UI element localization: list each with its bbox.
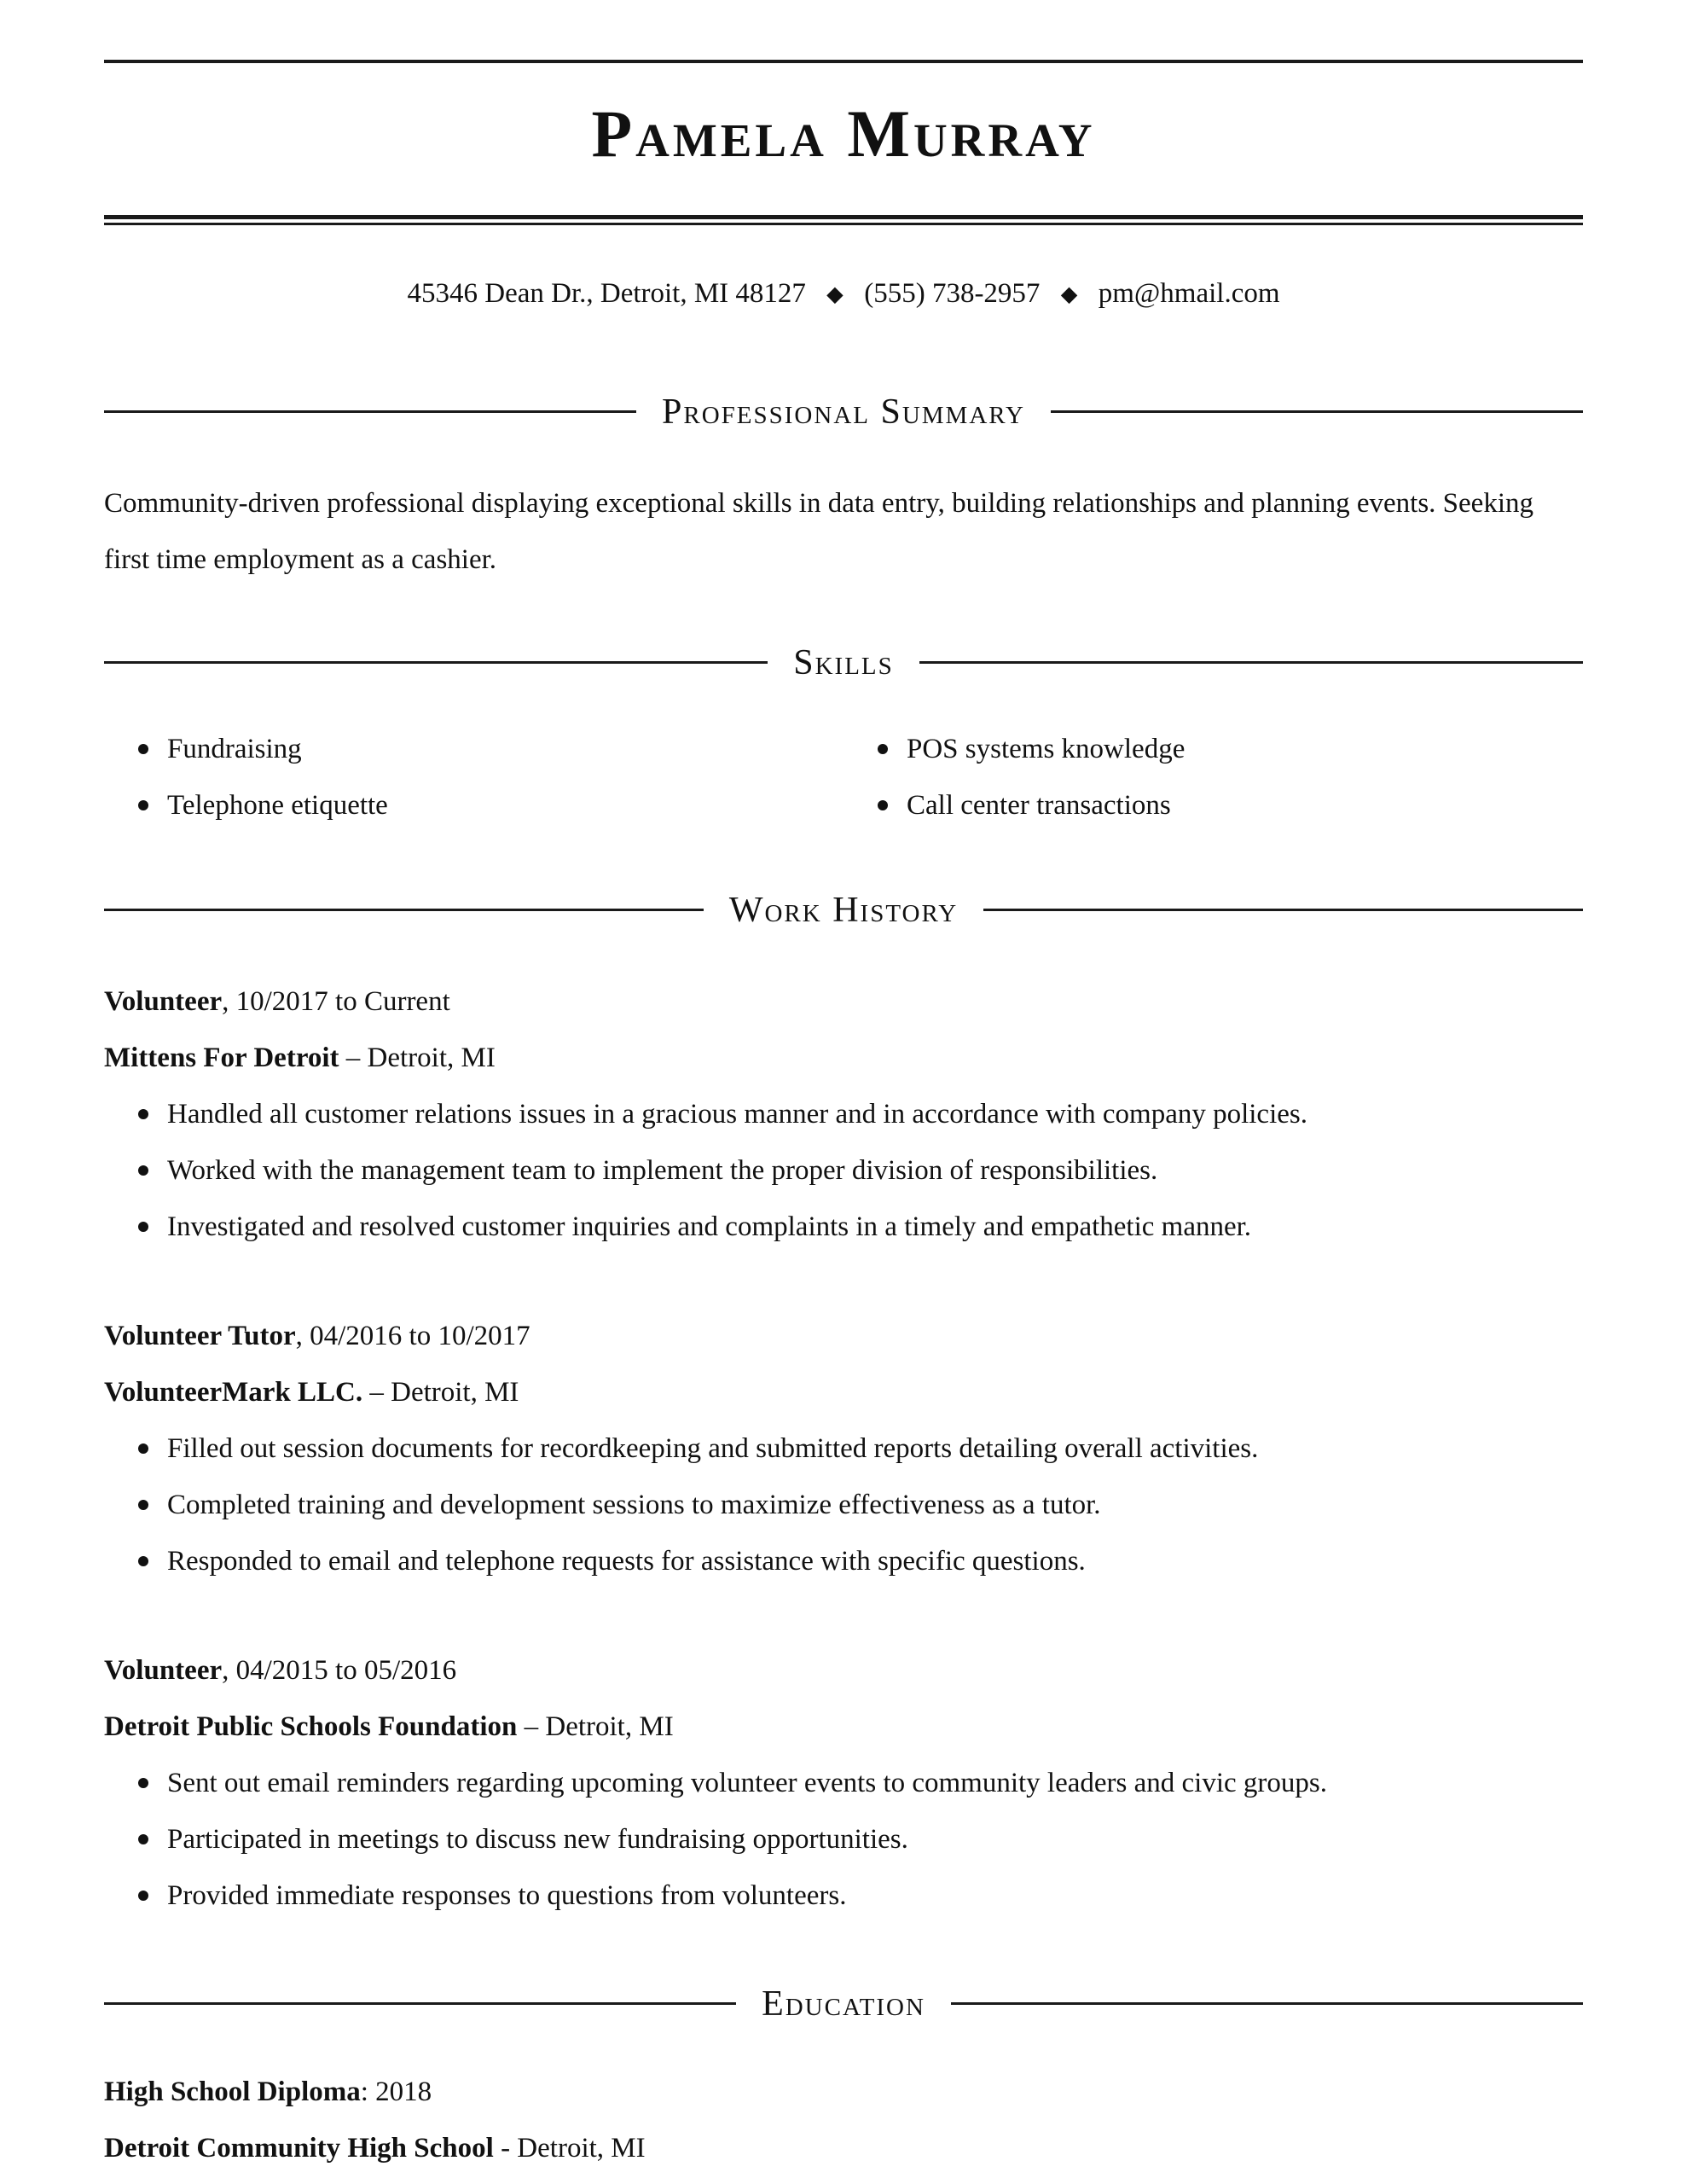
job-company: Mittens For Detroit — [104, 1042, 339, 1073]
job-bullet-text: Participated in meetings to discuss new fundraising opportunities. — [167, 1823, 908, 1855]
name-underline-rule — [104, 215, 1583, 225]
skills-list — [104, 721, 1583, 834]
bullet-icon — [878, 800, 888, 810]
contact-address: 45346 Dean Dr., Detroit, MI 48127 — [407, 277, 806, 309]
section-rule — [951, 2002, 1583, 2005]
job-dates: , 04/2015 to 05/2016 — [222, 1654, 457, 1686]
skill-label: Fundraising — [167, 733, 302, 764]
section-rule — [104, 661, 768, 664]
job-bullet — [138, 1867, 1583, 1924]
skill-item — [138, 721, 844, 777]
job-company-line — [104, 1030, 1583, 1086]
diamond-separator-icon: ◆ — [826, 281, 844, 306]
education-entry — [104, 2064, 1583, 2176]
section-rule — [104, 410, 636, 413]
job-bullet-text: Investigated and resolved customer inquiries and complaints in a timely and empathetic manner. — [167, 1211, 1252, 1242]
job-bullet — [138, 1533, 1583, 1589]
job-bullet-text: Filled out session documents for recordkeeping and submitted reports detailing overall activities. — [167, 1432, 1259, 1464]
job-company: Detroit Public Schools Foundation — [104, 1711, 518, 1742]
job-bullet-text: Sent out email reminders regarding upcoming volunteer events to community leaders and civic groups. — [167, 1767, 1327, 1798]
job-bullet-text: Completed training and development sessions to maximize effectiveness as a tutor. — [167, 1489, 1101, 1520]
job-bullet — [138, 1755, 1583, 1811]
section-title-skills: Skills — [793, 642, 894, 682]
top-rule — [104, 60, 1583, 63]
job-entry — [104, 1642, 1583, 1924]
bullet-icon — [138, 1500, 148, 1510]
section-rule — [104, 2002, 736, 2005]
section-rule — [104, 909, 704, 911]
job-entry — [104, 973, 1583, 1255]
bullet-icon — [138, 1891, 148, 1901]
job-company-line — [104, 1364, 1583, 1420]
skill-item — [138, 777, 844, 834]
job-role: Volunteer — [104, 1654, 223, 1686]
person-name: Pamela Murray — [591, 96, 1096, 171]
section-rule — [983, 909, 1583, 911]
bullet-icon — [138, 1109, 148, 1119]
job-bullet-text: Worked with the management team to implement the proper division of responsibilities. — [167, 1154, 1158, 1186]
job-company-line — [104, 1699, 1583, 1755]
bullet-icon — [138, 800, 148, 810]
job-bullet — [138, 1420, 1583, 1477]
summary-text: Community-driven professional displaying exceptional skills in data entry, building relationships and planning events. Seeking first time employment as a cashier. — [104, 487, 1533, 575]
section-rule — [919, 661, 1583, 664]
job-bullet-text: Handled all customer relations issues in a gracious manner and in accordance with company policies. — [167, 1098, 1307, 1130]
job-location: – Detroit, MI — [517, 1711, 674, 1742]
job-title-line — [104, 973, 1583, 1030]
section-title-education: Education — [762, 1984, 925, 2024]
skill-item — [878, 721, 1583, 777]
bullet-icon — [138, 1834, 148, 1844]
job-location: – Detroit, MI — [362, 1376, 519, 1408]
education-school: Detroit Community High School — [104, 2132, 494, 2164]
diamond-separator-icon: ◆ — [1060, 281, 1078, 306]
job-bullet — [138, 1086, 1583, 1142]
bullet-icon — [138, 1778, 148, 1788]
skill-item — [878, 777, 1583, 834]
education-school-line — [104, 2120, 1583, 2176]
contact-email: pm@hmail.com — [1098, 277, 1280, 309]
bullet-icon — [138, 1443, 148, 1454]
bullet-icon — [138, 1556, 148, 1566]
bullet-icon — [138, 1222, 148, 1232]
bullet-icon — [138, 1165, 148, 1176]
bullet-icon — [138, 744, 148, 754]
section-header-summary — [104, 392, 1583, 433]
job-role: Volunteer — [104, 985, 223, 1017]
bullet-icon — [878, 744, 888, 754]
education-degree-line — [104, 2064, 1583, 2120]
job-company: VolunteerMark LLC. — [104, 1376, 363, 1408]
section-header-education — [104, 1984, 1583, 2024]
section-title-work-history: Work History — [728, 890, 959, 930]
education-year: : 2018 — [360, 2076, 432, 2107]
job-location: – Detroit, MI — [339, 1042, 496, 1073]
job-bullet — [138, 1477, 1583, 1533]
education-degree: High School Diploma — [104, 2076, 361, 2107]
section-rule — [1051, 410, 1583, 413]
section-header-work-history — [104, 890, 1583, 931]
job-role: Volunteer Tutor — [104, 1320, 296, 1351]
skill-label: Telephone etiquette — [167, 789, 388, 821]
skill-label: POS systems knowledge — [907, 733, 1186, 764]
section-header-skills — [104, 642, 1583, 683]
job-entry — [104, 1308, 1583, 1589]
contact-phone: (555) 738-2957 — [864, 277, 1041, 309]
job-bullet — [138, 1142, 1583, 1199]
job-dates: , 04/2016 to 10/2017 — [295, 1320, 530, 1351]
section-title-summary: Professional Summary — [662, 392, 1025, 432]
skill-label: Call center transactions — [907, 789, 1171, 821]
job-bullet — [138, 1811, 1583, 1867]
job-bullet-text: Responded to email and telephone requests for assistance with specific questions. — [167, 1545, 1086, 1577]
job-dates: , 10/2017 to Current — [222, 985, 450, 1017]
education-location: - Detroit, MI — [493, 2132, 646, 2164]
job-title-line — [104, 1308, 1583, 1364]
job-title-line — [104, 1642, 1583, 1699]
contact-line — [104, 278, 1583, 310]
job-bullet — [138, 1199, 1583, 1255]
job-bullet-text: Provided immediate responses to questions from volunteers. — [167, 1879, 847, 1911]
